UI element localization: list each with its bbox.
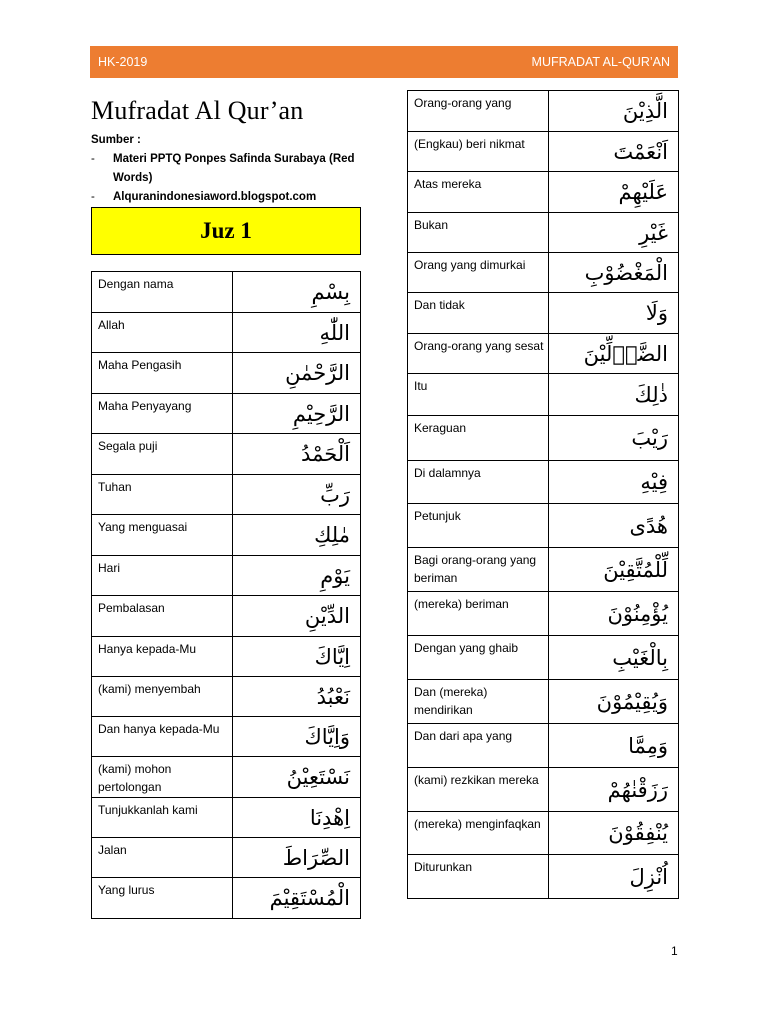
indonesian-meaning: Tuhan [92,475,233,515]
vocab-table-left [91,271,361,919]
header-right-text: MUFRADAT AL-QUR’AN [531,55,670,69]
arabic-word: بِالْغَيْبِ [549,636,679,680]
arabic-word: بِسْمِ [233,272,361,313]
vocab-row [92,434,361,475]
vocab-row [92,637,361,677]
vocab-row [92,677,361,717]
vocab-row [408,855,679,899]
indonesian-meaning: (mereka) menginfaqkan [408,812,549,855]
indonesian-meaning: Maha Pengasih [92,353,233,394]
sources-list [91,150,381,207]
vocab-row [92,353,361,394]
arabic-word: نَسْتَعِيْنُ [233,757,361,798]
indonesian-meaning: Orang-orang yang sesat [408,334,549,374]
sources-block [91,131,381,207]
vocab-row [92,515,361,556]
vocab-row [92,798,361,838]
arabic-word: عَلَيْهِمْ [549,172,679,213]
vocab-row [92,394,361,434]
indonesian-meaning: Bagi orang-orang yang beriman [408,548,549,592]
arabic-word: يَوْمِ [233,556,361,596]
arabic-word: نَعْبُدُ [233,677,361,717]
arabic-word: يُنْفِقُوْنَ [549,812,679,855]
vocab-row [408,172,679,213]
indonesian-meaning: (Engkau) beri nikmat [408,132,549,172]
arabic-word: مٰلِكِ [233,515,361,556]
indonesian-meaning: (mereka) beriman [408,592,549,636]
indonesian-meaning: Dan (mereka) mendirikan [408,680,549,724]
indonesian-meaning: Allah [92,313,233,353]
vocab-row [408,416,679,461]
vocab-row [408,724,679,768]
indonesian-meaning: Petunjuk [408,504,549,548]
vocab-row [408,680,679,724]
indonesian-meaning: Bukan [408,213,549,253]
indonesian-meaning: Jalan [92,838,233,878]
vocab-row [92,878,361,919]
indonesian-meaning: Dengan yang ghaib [408,636,549,680]
indonesian-meaning: Maha Penyayang [92,394,233,434]
indonesian-meaning: Orang yang dimurkai [408,253,549,293]
indonesian-meaning: Orang-orang yang [408,91,549,132]
arabic-word: وَلَا [549,293,679,334]
vocab-row [408,293,679,334]
vocab-row [408,132,679,172]
arabic-word: وَيُقِيْمُوْنَ [549,680,679,724]
arabic-word: الْمُسْتَقِيْمَ [233,878,361,919]
sources-label: Sumber : [91,134,141,146]
arabic-word: ذٰلِكَ [549,374,679,416]
vocab-row [92,838,361,878]
vocab-row [408,461,679,504]
vocab-row [408,592,679,636]
arabic-word: الضَّاۤلِّيْنَ [549,334,679,374]
indonesian-meaning: Segala puji [92,434,233,475]
vocab-row [408,213,679,253]
vocab-row [408,504,679,548]
vocab-row [92,313,361,353]
arabic-word: لِّلْمُتَّقِيْنَ [549,548,679,592]
arabic-word: هُدًى [549,504,679,548]
vocab-row [408,636,679,680]
arabic-word: وَاِيَّاكَ [233,717,361,757]
arabic-word: الرَّحْمٰنِ [233,353,361,394]
vocab-row [92,272,361,313]
arabic-word: فِيْهِ [549,461,679,504]
indonesian-meaning: (kami) menyembah [92,677,233,717]
indonesian-meaning: Yang lurus [92,878,233,919]
indonesian-meaning: Dan dari apa yang [408,724,549,768]
arabic-word: اَلْحَمْدُ [233,434,361,475]
indonesian-meaning: Diturunkan [408,855,549,899]
indonesian-meaning: Itu [408,374,549,416]
arabic-word: اِيَّاكَ [233,637,361,677]
arabic-word: رَيْبَ [549,416,679,461]
arabic-word: الْمَغْضُوْبِ [549,253,679,293]
vocab-row [92,556,361,596]
arabic-word: رَبِّ [233,475,361,515]
arabic-word: وَمِمَّا [549,724,679,768]
vocab-row [92,475,361,515]
arabic-word: اُنْزِلَ [549,855,679,899]
indonesian-meaning: Tunjukkanlah kami [92,798,233,838]
vocab-row [408,374,679,416]
indonesian-meaning: Atas mereka [408,172,549,213]
arabic-word: رَزَقْنٰهُمْ [549,768,679,812]
arabic-word: الرَّحِيْمِ [233,394,361,434]
juz-heading: Juz 1 [91,207,361,255]
indonesian-meaning: Dan tidak [408,293,549,334]
arabic-word: غَيْرِ [549,213,679,253]
vocab-table-right [407,90,679,899]
page-number: 1 [671,944,678,958]
vocab-row [408,334,679,374]
arabic-word: الدِّيْنِ [233,596,361,637]
indonesian-meaning: Hanya kepada-Mu [92,637,233,677]
arabic-word: الَّذِيْنَ [549,91,679,132]
arabic-word: اللّٰهِ [233,313,361,353]
arabic-word: الصِّرَاطَ [233,838,361,878]
vocab-row [408,253,679,293]
indonesian-meaning: Pembalasan [92,596,233,637]
indonesian-meaning: Yang menguasai [92,515,233,556]
indonesian-meaning: Dan hanya kepada-Mu [92,717,233,757]
vocab-row [408,548,679,592]
document-title: Mufradat Al Qur’an [91,96,304,125]
vocab-row [408,812,679,855]
indonesian-meaning: Keraguan [408,416,549,461]
arabic-word: اِهْدِنَا [233,798,361,838]
indonesian-meaning: (kami) rezkikan mereka [408,768,549,812]
arabic-word: اَنْعَمْتَ [549,132,679,172]
arabic-word: يُؤْمِنُوْنَ [549,592,679,636]
vocab-row [408,91,679,132]
vocab-row [92,717,361,757]
indonesian-meaning: Hari [92,556,233,596]
header-bar [90,46,678,78]
indonesian-meaning: Dengan nama [92,272,233,313]
header-left-text: HK-2019 [98,55,148,69]
indonesian-meaning: (kami) mohon pertolongan [92,757,233,798]
vocab-row [92,757,361,798]
source-item: - Alquranindonesiaword.blogspot.com [91,188,381,207]
source-item: - Materi PPTQ Ponpes Safinda Surabaya (Red Words) [91,150,381,188]
indonesian-meaning: Di dalamnya [408,461,549,504]
vocab-row [92,596,361,637]
vocab-row [408,768,679,812]
